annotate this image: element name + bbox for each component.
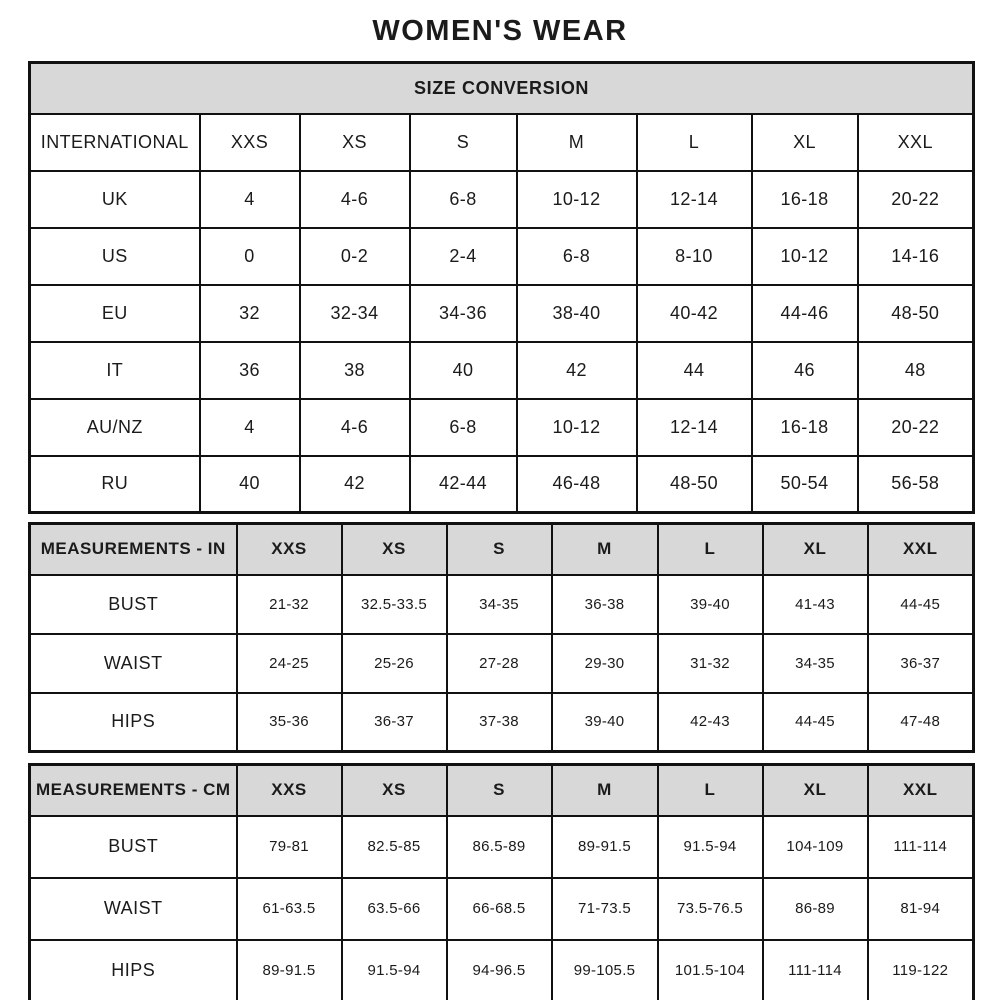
value-cell: 14-16 [858,228,974,285]
size-column-label: XS [342,524,447,575]
row-label: HIPS [30,693,237,752]
value-cell: 94-96.5 [447,940,552,1000]
value-cell: 89-91.5 [552,816,658,878]
value-cell: 104-109 [763,816,868,878]
value-cell: 20-22 [858,171,974,228]
size-column-label: XXL [858,114,974,171]
header-row [30,765,974,816]
value-cell: 10-12 [517,171,637,228]
size-column-label: XXS [200,114,300,171]
size-row-ru [30,456,974,513]
value-cell: 101.5-104 [658,940,763,1000]
value-cell: 4 [200,399,300,456]
value-cell: 111-114 [763,940,868,1000]
value-cell: 50-54 [752,456,858,513]
measurement-row-hips [30,693,974,752]
value-cell: 6-8 [410,171,517,228]
measurements-cm-body [30,816,974,1000]
value-cell: 56-58 [858,456,974,513]
row-label: UK [30,171,200,228]
size-column-label: XS [342,765,447,816]
value-cell: 48 [858,342,974,399]
header-row [30,524,974,575]
size-columns-row [30,114,974,171]
value-cell: 42-43 [658,693,763,752]
value-cell: 44-45 [763,693,868,752]
value-cell: 91.5-94 [342,940,447,1000]
value-cell: 35-36 [237,693,342,752]
size-column-label: XXS [237,765,342,816]
row-label: RU [30,456,200,513]
value-cell: 46 [752,342,858,399]
size-column-label: XL [752,114,858,171]
value-cell: 10-12 [752,228,858,285]
size-column-label: XS [300,114,410,171]
value-cell: 16-18 [752,171,858,228]
value-cell: 119-122 [868,940,974,1000]
value-cell: 44-46 [752,285,858,342]
value-cell: 16-18 [752,399,858,456]
measurement-row-hips [30,940,974,1000]
size-conversion-title: SIZE CONVERSION [30,63,974,114]
size-column-label: XL [763,524,868,575]
value-cell: 91.5-94 [658,816,763,878]
value-cell: 89-91.5 [237,940,342,1000]
region-column-label: INTERNATIONAL [30,114,200,171]
value-cell: 31-32 [658,634,763,693]
size-column-label: XXL [868,765,974,816]
measurements-cm-table [28,763,975,1000]
value-cell: 32 [200,285,300,342]
measurements-title: MEASUREMENTS - CM [30,765,237,816]
value-cell: 47-48 [868,693,974,752]
value-cell: 32.5-33.5 [342,575,447,634]
value-cell: 66-68.5 [447,878,552,940]
value-cell: 32-34 [300,285,410,342]
size-column-label: XXL [868,524,974,575]
size-row-uk [30,171,974,228]
value-cell: 6-8 [517,228,637,285]
size-column-label: L [658,524,763,575]
row-label: US [30,228,200,285]
value-cell: 79-81 [237,816,342,878]
value-cell: 42-44 [410,456,517,513]
size-row-eu [30,285,974,342]
value-cell: 40 [410,342,517,399]
value-cell: 40-42 [637,285,752,342]
value-cell: 63.5-66 [342,878,447,940]
value-cell: 6-8 [410,399,517,456]
value-cell: 42 [300,456,410,513]
size-column-label: M [517,114,637,171]
value-cell: 39-40 [658,575,763,634]
table-gap [28,514,972,522]
value-cell: 46-48 [517,456,637,513]
row-label: BUST [30,816,237,878]
row-label: BUST [30,575,237,634]
value-cell: 82.5-85 [342,816,447,878]
value-cell: 38 [300,342,410,399]
value-cell: 39-40 [552,693,658,752]
value-cell: 4 [200,171,300,228]
measurements-title: MEASUREMENTS - IN [30,524,237,575]
value-cell: 20-22 [858,399,974,456]
value-cell: 36-37 [868,634,974,693]
row-label: IT [30,342,200,399]
value-cell: 10-12 [517,399,637,456]
value-cell: 48-50 [637,456,752,513]
value-cell: 21-32 [237,575,342,634]
row-label: WAIST [30,878,237,940]
value-cell: 81-94 [868,878,974,940]
page-title: WOMEN'S WEAR [372,15,628,47]
value-cell: 48-50 [858,285,974,342]
value-cell: 4-6 [300,399,410,456]
value-cell: 36-38 [552,575,658,634]
row-label: AU/NZ [30,399,200,456]
size-column-label: XXS [237,524,342,575]
value-cell: 34-35 [447,575,552,634]
value-cell: 12-14 [637,399,752,456]
table-gap [28,753,972,763]
value-cell: 111-114 [868,816,974,878]
size-column-label: L [658,765,763,816]
value-cell: 37-38 [447,693,552,752]
value-cell: 40 [200,456,300,513]
row-label: HIPS [30,940,237,1000]
value-cell: 61-63.5 [237,878,342,940]
value-cell: 34-35 [763,634,868,693]
size-conversion-body [30,114,974,513]
value-cell: 34-36 [410,285,517,342]
value-cell: 25-26 [342,634,447,693]
value-cell: 38-40 [517,285,637,342]
size-column-label: M [552,524,658,575]
size-row-us [30,228,974,285]
size-conversion-table [28,61,975,514]
value-cell: 86-89 [763,878,868,940]
value-cell: 2-4 [410,228,517,285]
size-column-label: S [447,524,552,575]
value-cell: 99-105.5 [552,940,658,1000]
value-cell: 73.5-76.5 [658,878,763,940]
measurements-in-table [28,522,975,753]
value-cell: 36-37 [342,693,447,752]
size-column-label: S [410,114,517,171]
value-cell: 42 [517,342,637,399]
value-cell: 0-2 [300,228,410,285]
measurement-row-waist [30,634,974,693]
value-cell: 4-6 [300,171,410,228]
measurements-cm-header-row [30,765,974,816]
value-cell: 86.5-89 [447,816,552,878]
measurement-row-waist [30,878,974,940]
row-label: EU [30,285,200,342]
value-cell: 41-43 [763,575,868,634]
row-label: WAIST [30,634,237,693]
value-cell: 71-73.5 [552,878,658,940]
value-cell: 44-45 [868,575,974,634]
measurement-row-bust [30,816,974,878]
value-cell: 44 [637,342,752,399]
value-cell: 24-25 [237,634,342,693]
measurements-in-header-row [30,524,974,575]
measurement-row-bust [30,575,974,634]
value-cell: 29-30 [552,634,658,693]
size-column-label: L [637,114,752,171]
measurements-in-body [30,575,974,752]
value-cell: 27-28 [447,634,552,693]
size-column-label: XL [763,765,868,816]
value-cell: 36 [200,342,300,399]
value-cell: 12-14 [637,171,752,228]
size-column-label: M [552,765,658,816]
size-column-label: S [447,765,552,816]
size-row-it [30,342,974,399]
size-row-aunz [30,399,974,456]
value-cell: 8-10 [637,228,752,285]
value-cell: 0 [200,228,300,285]
size-conversion-header-row [30,63,974,114]
